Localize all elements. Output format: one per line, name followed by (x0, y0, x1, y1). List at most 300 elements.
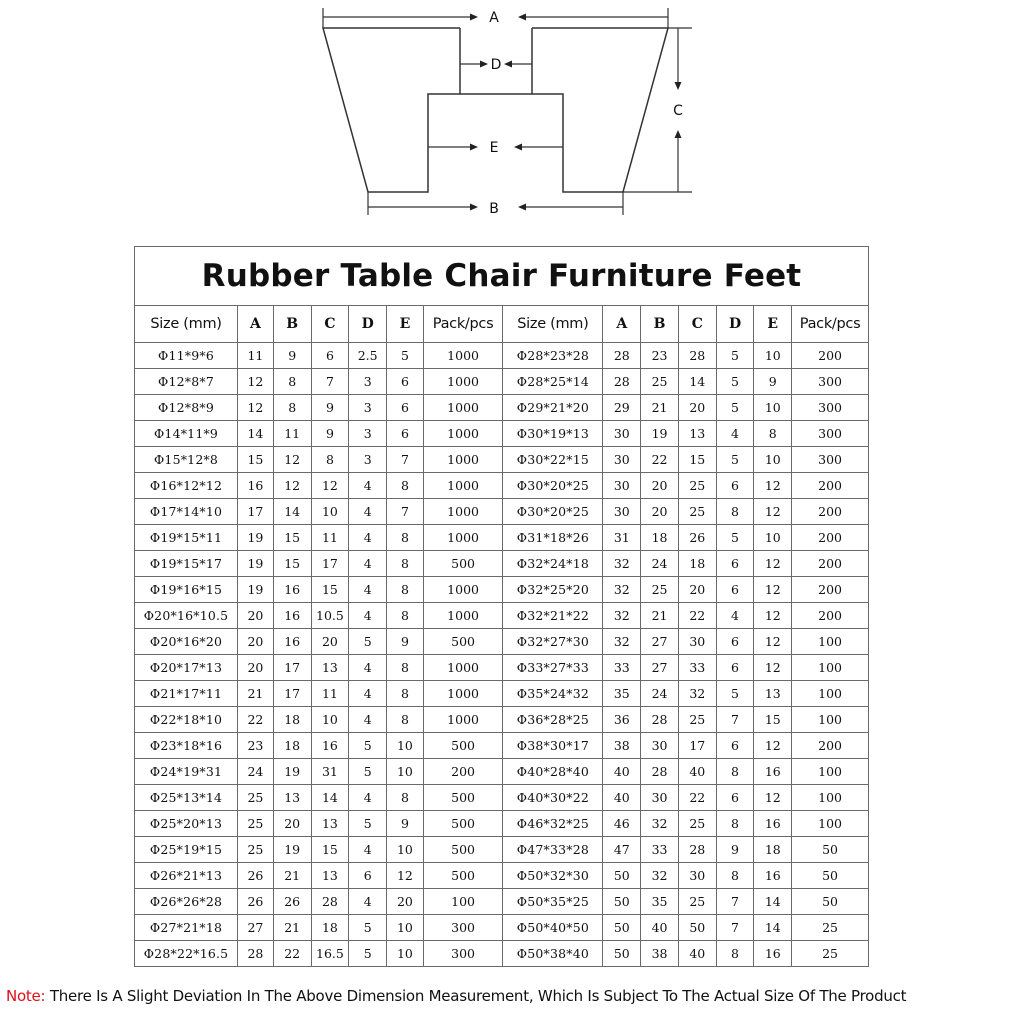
cell-a-left: 15 (238, 447, 274, 473)
cell-a-right: 32 (603, 577, 641, 603)
cell-e-right: 10 (754, 525, 792, 551)
cell-d-left: 3 (349, 421, 387, 447)
cell-a-left: 20 (238, 603, 274, 629)
cell-size-left: Φ24*19*31 (135, 759, 238, 785)
cell-pack-right: 300 (792, 395, 869, 421)
cell-c-left: 9 (311, 421, 349, 447)
col-header-pack-right: Pack/pcs (792, 306, 869, 343)
cell-c-right: 20 (678, 577, 716, 603)
cell-a-left: 14 (238, 421, 274, 447)
cell-e-right: 12 (754, 733, 792, 759)
col-header-b-left: B (273, 306, 311, 343)
cell-c-left: 16 (311, 733, 349, 759)
cell-a-left: 19 (238, 551, 274, 577)
cell-b-left: 20 (273, 811, 311, 837)
column-header-row (135, 306, 869, 343)
cell-size-left: Φ25*19*15 (135, 837, 238, 863)
cell-a-right: 47 (603, 837, 641, 863)
cell-b-left: 22 (273, 941, 311, 967)
cell-a-right: 50 (603, 889, 641, 915)
cell-size-right: Φ30*22*15 (503, 447, 603, 473)
cell-d-left: 4 (349, 603, 387, 629)
cell-c-right: 25 (678, 707, 716, 733)
cell-a-left: 20 (238, 629, 274, 655)
cell-pack-right: 25 (792, 915, 869, 941)
cell-e-right: 8 (754, 421, 792, 447)
table-row (135, 447, 869, 473)
cell-size-right: Φ50*32*30 (503, 863, 603, 889)
cell-d-right: 8 (716, 941, 754, 967)
cell-d-left: 5 (349, 759, 387, 785)
cell-pack-left: 1000 (423, 421, 503, 447)
cell-pack-left: 1000 (423, 707, 503, 733)
cell-size-left: Φ28*22*16.5 (135, 941, 238, 967)
cell-d-left: 4 (349, 473, 387, 499)
cell-d-left: 6 (349, 863, 387, 889)
cell-e-left: 7 (387, 447, 424, 473)
cell-c-right: 22 (678, 785, 716, 811)
cell-c-right: 32 (678, 681, 716, 707)
cell-pack-right: 300 (792, 369, 869, 395)
cell-b-left: 17 (273, 655, 311, 681)
cell-b-left: 15 (273, 525, 311, 551)
cell-size-right: Φ33*27*33 (503, 655, 603, 681)
col-header-c-left: C (311, 306, 349, 343)
cell-a-right: 40 (603, 759, 641, 785)
cell-b-right: 32 (641, 863, 679, 889)
cell-size-right: Φ35*24*32 (503, 681, 603, 707)
col-header-d-right: D (716, 306, 754, 343)
cell-d-left: 4 (349, 837, 387, 863)
cell-pack-left: 1000 (423, 395, 503, 421)
cell-e-left: 10 (387, 733, 424, 759)
cell-pack-right: 50 (792, 889, 869, 915)
cell-d-left: 4 (349, 577, 387, 603)
cell-pack-right: 300 (792, 421, 869, 447)
cell-size-right: Φ30*20*25 (503, 499, 603, 525)
cell-d-right: 6 (716, 577, 754, 603)
cell-size-right: Φ28*25*14 (503, 369, 603, 395)
cell-d-right: 4 (716, 603, 754, 629)
cell-e-left: 6 (387, 369, 424, 395)
cell-d-left: 5 (349, 811, 387, 837)
cell-c-right: 25 (678, 811, 716, 837)
table-row (135, 941, 869, 967)
cell-d-right: 6 (716, 629, 754, 655)
cell-pack-left: 1000 (423, 655, 503, 681)
cell-d-left: 3 (349, 447, 387, 473)
cell-a-left: 20 (238, 655, 274, 681)
table-row (135, 551, 869, 577)
cell-c-right: 28 (678, 837, 716, 863)
cell-e-right: 12 (754, 785, 792, 811)
cell-a-left: 12 (238, 369, 274, 395)
cell-e-left: 8 (387, 551, 424, 577)
cell-c-right: 20 (678, 395, 716, 421)
cell-pack-left: 1000 (423, 499, 503, 525)
cell-a-left: 25 (238, 811, 274, 837)
cell-e-left: 6 (387, 421, 424, 447)
col-header-size-left: Size (mm) (135, 306, 238, 343)
cell-c-left: 11 (311, 681, 349, 707)
table-row (135, 707, 869, 733)
cell-d-left: 3 (349, 395, 387, 421)
cell-e-right: 16 (754, 941, 792, 967)
cell-pack-right: 200 (792, 343, 869, 369)
cell-a-left: 27 (238, 915, 274, 941)
table-row (135, 681, 869, 707)
cell-d-right: 6 (716, 551, 754, 577)
cell-d-right: 8 (716, 811, 754, 837)
cell-a-right: 30 (603, 447, 641, 473)
cell-pack-right: 100 (792, 655, 869, 681)
table-row (135, 785, 869, 811)
table-row (135, 395, 869, 421)
cell-pack-left: 100 (423, 889, 503, 915)
cell-c-right: 18 (678, 551, 716, 577)
cell-c-left: 11 (311, 525, 349, 551)
cell-e-right: 12 (754, 551, 792, 577)
cell-d-left: 5 (349, 629, 387, 655)
cell-d-left: 3 (349, 369, 387, 395)
cell-size-right: Φ28*23*28 (503, 343, 603, 369)
cell-c-left: 28 (311, 889, 349, 915)
cell-c-left: 20 (311, 629, 349, 655)
cell-b-right: 28 (641, 759, 679, 785)
cell-b-right: 27 (641, 629, 679, 655)
cell-e-right: 18 (754, 837, 792, 863)
cell-a-left: 16 (238, 473, 274, 499)
cell-c-left: 12 (311, 473, 349, 499)
cell-b-right: 20 (641, 499, 679, 525)
cell-b-left: 26 (273, 889, 311, 915)
cell-a-right: 28 (603, 343, 641, 369)
cell-a-left: 12 (238, 395, 274, 421)
cell-c-left: 31 (311, 759, 349, 785)
cell-e-left: 10 (387, 941, 424, 967)
cell-size-right: Φ50*40*50 (503, 915, 603, 941)
cell-c-right: 17 (678, 733, 716, 759)
cell-a-left: 28 (238, 941, 274, 967)
cell-a-right: 29 (603, 395, 641, 421)
cell-b-right: 24 (641, 681, 679, 707)
cell-e-right: 10 (754, 447, 792, 473)
cell-c-right: 25 (678, 889, 716, 915)
cell-e-right: 16 (754, 811, 792, 837)
cell-size-left: Φ20*17*13 (135, 655, 238, 681)
cell-size-left: Φ19*16*15 (135, 577, 238, 603)
cell-d-right: 6 (716, 655, 754, 681)
cell-size-right: Φ38*30*17 (503, 733, 603, 759)
cell-size-left: Φ21*17*11 (135, 681, 238, 707)
cell-size-left: Φ16*12*12 (135, 473, 238, 499)
table-row (135, 603, 869, 629)
cell-a-left: 11 (238, 343, 274, 369)
cell-pack-right: 50 (792, 837, 869, 863)
cell-e-left: 10 (387, 759, 424, 785)
cell-size-right: Φ50*35*25 (503, 889, 603, 915)
col-header-e-left: E (387, 306, 424, 343)
cell-a-right: 31 (603, 525, 641, 551)
cell-b-right: 20 (641, 473, 679, 499)
cell-size-right: Φ50*38*40 (503, 941, 603, 967)
table-row (135, 863, 869, 889)
cell-e-right: 16 (754, 863, 792, 889)
cell-c-right: 25 (678, 499, 716, 525)
cell-e-left: 8 (387, 785, 424, 811)
cell-b-left: 9 (273, 343, 311, 369)
cell-d-left: 4 (349, 889, 387, 915)
cell-c-right: 40 (678, 759, 716, 785)
label-a: A (489, 10, 499, 26)
cell-e-left: 10 (387, 915, 424, 941)
cell-size-right: Φ40*28*40 (503, 759, 603, 785)
cell-b-left: 8 (273, 369, 311, 395)
cell-a-left: 23 (238, 733, 274, 759)
table-row (135, 915, 869, 941)
cell-e-left: 10 (387, 837, 424, 863)
cell-b-right: 30 (641, 785, 679, 811)
cell-b-right: 30 (641, 733, 679, 759)
cell-e-right: 14 (754, 889, 792, 915)
table-row (135, 577, 869, 603)
cell-pack-right: 200 (792, 525, 869, 551)
cell-b-left: 14 (273, 499, 311, 525)
cell-e-right: 9 (754, 369, 792, 395)
cell-c-left: 18 (311, 915, 349, 941)
cell-d-right: 5 (716, 525, 754, 551)
cell-b-right: 18 (641, 525, 679, 551)
cell-d-right: 4 (716, 421, 754, 447)
cell-c-left: 13 (311, 863, 349, 889)
cell-size-right: Φ47*33*28 (503, 837, 603, 863)
cell-pack-right: 100 (792, 681, 869, 707)
cell-d-left: 4 (349, 707, 387, 733)
cell-a-right: 50 (603, 941, 641, 967)
cell-e-left: 8 (387, 681, 424, 707)
cell-pack-right: 100 (792, 629, 869, 655)
cell-e-right: 15 (754, 707, 792, 733)
cell-pack-left: 500 (423, 629, 503, 655)
cell-b-right: 24 (641, 551, 679, 577)
cell-pack-left: 1000 (423, 447, 503, 473)
cell-b-left: 18 (273, 707, 311, 733)
cell-b-right: 23 (641, 343, 679, 369)
cell-c-right: 30 (678, 629, 716, 655)
cell-b-right: 19 (641, 421, 679, 447)
cell-d-left: 5 (349, 733, 387, 759)
col-header-a-right: A (603, 306, 641, 343)
cell-a-right: 46 (603, 811, 641, 837)
note-text: There Is A Slight Deviation In The Above Dimension Measurement, Which Is Subject To The Actual Size Of The Product (45, 987, 907, 1005)
cell-size-right: Φ29*21*20 (503, 395, 603, 421)
cell-e-right: 12 (754, 629, 792, 655)
cell-c-left: 15 (311, 837, 349, 863)
cell-a-left: 25 (238, 837, 274, 863)
cell-a-right: 32 (603, 603, 641, 629)
cell-a-right: 50 (603, 863, 641, 889)
cell-e-right: 14 (754, 915, 792, 941)
table-body (135, 343, 869, 967)
col-header-c-right: C (678, 306, 716, 343)
cell-pack-right: 200 (792, 473, 869, 499)
cell-pack-right: 100 (792, 707, 869, 733)
cell-e-right: 12 (754, 577, 792, 603)
cell-e-left: 8 (387, 473, 424, 499)
cell-b-right: 40 (641, 915, 679, 941)
cell-a-left: 19 (238, 577, 274, 603)
cell-pack-left: 300 (423, 915, 503, 941)
cell-d-right: 8 (716, 759, 754, 785)
cell-size-left: Φ12*8*9 (135, 395, 238, 421)
cell-size-left: Φ19*15*11 (135, 525, 238, 551)
cell-size-left: Φ12*8*7 (135, 369, 238, 395)
cell-d-right: 6 (716, 733, 754, 759)
cell-c-right: 22 (678, 603, 716, 629)
cell-pack-right: 200 (792, 499, 869, 525)
cell-pack-right: 300 (792, 447, 869, 473)
cell-size-right: Φ30*20*25 (503, 473, 603, 499)
cell-e-right: 16 (754, 759, 792, 785)
cell-pack-right: 100 (792, 811, 869, 837)
cell-b-left: 19 (273, 837, 311, 863)
cell-d-left: 5 (349, 941, 387, 967)
cell-d-right: 5 (716, 395, 754, 421)
cell-pack-left: 500 (423, 863, 503, 889)
cell-a-right: 32 (603, 629, 641, 655)
table-row (135, 759, 869, 785)
cell-b-left: 8 (273, 395, 311, 421)
cell-size-right: Φ32*25*20 (503, 577, 603, 603)
cell-size-left: Φ25*13*14 (135, 785, 238, 811)
dimension-diagram (0, 0, 1017, 240)
cell-d-left: 5 (349, 915, 387, 941)
cell-c-right: 13 (678, 421, 716, 447)
cell-b-left: 15 (273, 551, 311, 577)
cell-a-right: 38 (603, 733, 641, 759)
cell-size-right: Φ30*19*13 (503, 421, 603, 447)
cell-b-right: 32 (641, 811, 679, 837)
cell-size-left: Φ20*16*10.5 (135, 603, 238, 629)
cell-b-right: 33 (641, 837, 679, 863)
col-header-d-left: D (349, 306, 387, 343)
cell-e-left: 5 (387, 343, 424, 369)
cell-a-left: 22 (238, 707, 274, 733)
cell-size-left: Φ14*11*9 (135, 421, 238, 447)
cell-a-right: 28 (603, 369, 641, 395)
cell-b-left: 19 (273, 759, 311, 785)
cell-c-left: 13 (311, 655, 349, 681)
cell-a-right: 36 (603, 707, 641, 733)
cell-d-left: 2.5 (349, 343, 387, 369)
label-e: E (489, 140, 499, 156)
cell-a-right: 40 (603, 785, 641, 811)
cell-e-right: 13 (754, 681, 792, 707)
cell-size-right: Φ32*21*22 (503, 603, 603, 629)
cell-b-left: 13 (273, 785, 311, 811)
cell-b-right: 25 (641, 369, 679, 395)
cell-a-left: 25 (238, 785, 274, 811)
cell-e-left: 8 (387, 707, 424, 733)
cell-e-right: 10 (754, 343, 792, 369)
cell-pack-left: 1000 (423, 343, 503, 369)
cell-e-right: 12 (754, 499, 792, 525)
cell-a-left: 26 (238, 863, 274, 889)
disclaimer-note (6, 987, 1017, 1005)
cell-size-left: Φ22*18*10 (135, 707, 238, 733)
cell-d-left: 4 (349, 655, 387, 681)
cell-size-left: Φ26*21*13 (135, 863, 238, 889)
cell-a-right: 33 (603, 655, 641, 681)
table-row (135, 499, 869, 525)
cell-pack-left: 500 (423, 733, 503, 759)
cell-d-right: 9 (716, 837, 754, 863)
cell-size-left: Φ15*12*8 (135, 447, 238, 473)
cell-d-right: 5 (716, 681, 754, 707)
cell-a-left: 19 (238, 525, 274, 551)
cell-pack-left: 1000 (423, 473, 503, 499)
cell-pack-left: 500 (423, 837, 503, 863)
table-row (135, 473, 869, 499)
cell-a-right: 32 (603, 551, 641, 577)
cell-size-right: Φ40*30*22 (503, 785, 603, 811)
table-row (135, 421, 869, 447)
dimension-lines (323, 8, 692, 215)
cell-c-left: 6 (311, 343, 349, 369)
table-row (135, 655, 869, 681)
cell-b-left: 16 (273, 629, 311, 655)
cell-pack-left: 1000 (423, 577, 503, 603)
cell-pack-left: 1000 (423, 525, 503, 551)
cell-pack-left: 200 (423, 759, 503, 785)
cell-c-right: 40 (678, 941, 716, 967)
cell-c-right: 50 (678, 915, 716, 941)
table-row (135, 811, 869, 837)
cell-b-left: 12 (273, 473, 311, 499)
cell-c-right: 25 (678, 473, 716, 499)
cell-c-right: 30 (678, 863, 716, 889)
cell-pack-left: 1000 (423, 603, 503, 629)
cell-b-right: 21 (641, 603, 679, 629)
cell-size-left: Φ26*26*28 (135, 889, 238, 915)
cell-size-right: Φ36*28*25 (503, 707, 603, 733)
cell-e-left: 8 (387, 577, 424, 603)
table-row (135, 889, 869, 915)
cell-pack-left: 500 (423, 551, 503, 577)
cell-pack-left: 1000 (423, 369, 503, 395)
cell-c-left: 14 (311, 785, 349, 811)
cell-c-left: 15 (311, 577, 349, 603)
label-b: B (489, 201, 499, 217)
cell-size-left: Φ19*15*17 (135, 551, 238, 577)
cell-d-right: 7 (716, 707, 754, 733)
cell-b-left: 17 (273, 681, 311, 707)
cell-size-left: Φ27*21*18 (135, 915, 238, 941)
cell-c-right: 15 (678, 447, 716, 473)
cell-e-right: 12 (754, 603, 792, 629)
cell-d-left: 4 (349, 499, 387, 525)
cell-d-left: 4 (349, 681, 387, 707)
cell-c-left: 9 (311, 395, 349, 421)
col-header-b-right: B (641, 306, 679, 343)
cell-c-left: 16.5 (311, 941, 349, 967)
cell-pack-left: 1000 (423, 681, 503, 707)
label-d: D (490, 57, 502, 73)
cell-e-left: 8 (387, 525, 424, 551)
cell-size-left: Φ17*14*10 (135, 499, 238, 525)
cell-a-right: 50 (603, 915, 641, 941)
label-c: C (673, 103, 683, 119)
